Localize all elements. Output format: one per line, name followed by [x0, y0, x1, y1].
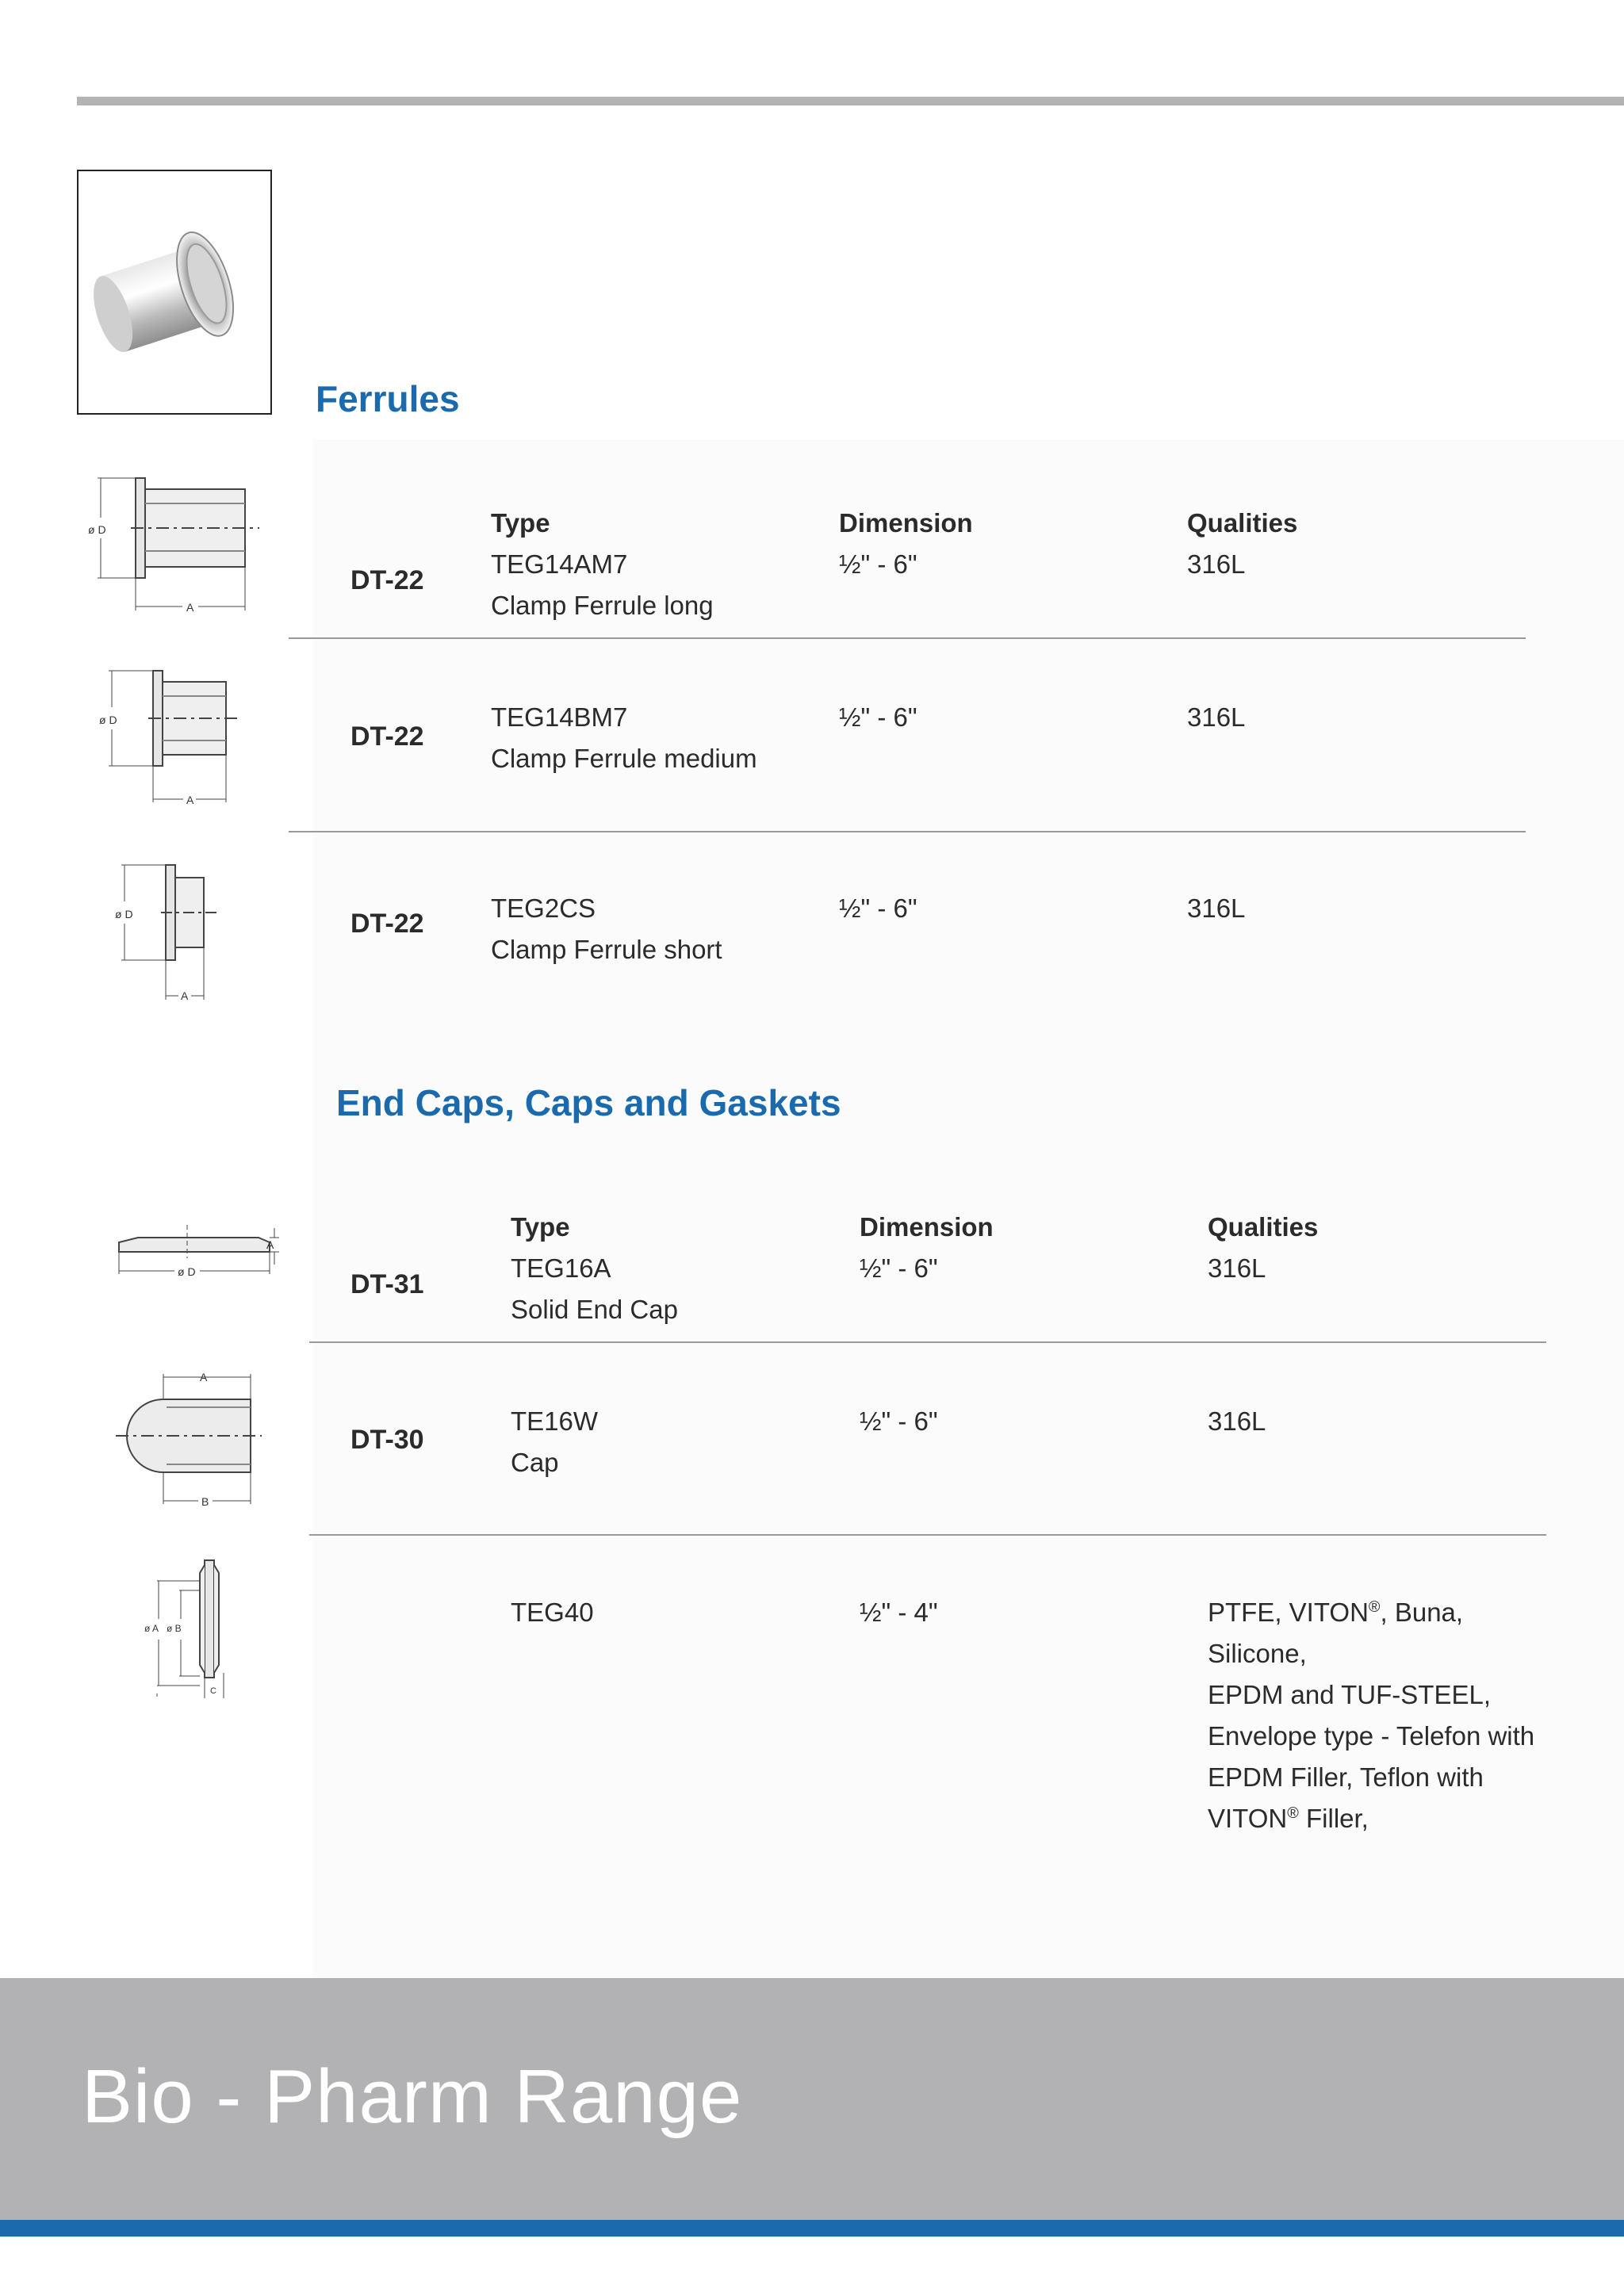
row-type-desc: Clamp Ferrule short	[491, 935, 722, 964]
dimension-label-od: ø D	[99, 714, 117, 726]
row-divider	[309, 1341, 1546, 1343]
section-title-end-caps: End Caps, Caps and Gaskets	[336, 1082, 841, 1123]
row-type-code: TEG14AM7	[491, 549, 628, 579]
row-dimension: ½" - 6"	[839, 894, 917, 923]
dimension-label-a: A	[266, 1238, 274, 1251]
row-dimension: ½" - 6"	[839, 549, 917, 579]
ferrule-photo	[79, 171, 270, 413]
row-type-desc: Clamp Ferrule long	[491, 591, 714, 620]
row-dimension: ½" - 6"	[839, 702, 917, 732]
dimension-label-od: ø D	[115, 908, 133, 920]
footer-accent-bar	[0, 2220, 1624, 2237]
row-divider	[289, 831, 1526, 832]
registered-mark: ®	[1368, 1598, 1381, 1617]
footer-title: Bio - Pharm Range	[82, 2054, 743, 2139]
row-code: DT-22	[350, 565, 424, 595]
dimension-label-oa: ø A	[144, 1623, 159, 1634]
ferrules-header-dimension: Dimension	[839, 508, 973, 538]
qualities-line: PTFE, VITON®, Buna, Silicone,	[1208, 1598, 1464, 1668]
row-qualities: 316L	[1187, 702, 1246, 732]
row-dimension: ½" - 4"	[860, 1598, 938, 1627]
qualities-line: EPDM Filler, Teflon with	[1208, 1762, 1484, 1792]
row-type-desc: Solid End Cap	[511, 1295, 678, 1324]
end-caps-header-dimension: Dimension	[860, 1212, 994, 1242]
row-type-code: TE16W	[511, 1406, 599, 1436]
qualities-line: EPDM and TUF-STEEL,	[1208, 1680, 1491, 1709]
dimension-label-a: A	[186, 601, 194, 614]
end-caps-header-type: Type	[511, 1212, 570, 1242]
row-divider	[309, 1534, 1546, 1536]
row-type-desc: Cap	[511, 1448, 559, 1477]
section-title-ferrules: Ferrules	[316, 378, 460, 419]
row-qualities: 316L	[1208, 1253, 1266, 1283]
row-code: DT-31	[350, 1269, 424, 1299]
dimension-label-a: A	[200, 1371, 208, 1383]
row-code: DT-30	[350, 1425, 424, 1455]
row-qualities	[1208, 1592, 1557, 1839]
row-qualities: 316L	[1187, 549, 1246, 579]
product-photo-frame	[77, 170, 272, 415]
row-type-code: TEG14BM7	[491, 702, 628, 732]
ferrules-header-type: Type	[491, 508, 550, 538]
dimension-label-od: ø D	[88, 523, 106, 536]
dimension-label-a: A	[186, 794, 194, 806]
dimension-label-ob: ø B	[167, 1623, 182, 1634]
dimension-label-c: C	[210, 1686, 216, 1696]
qualities-line: VITON® Filler,	[1208, 1804, 1369, 1833]
row-qualities: 316L	[1208, 1406, 1266, 1436]
drawing-clamp-ferrule-short	[83, 860, 274, 1007]
drawing-clamp-ferrule-medium	[83, 666, 274, 813]
row-dimension: ½" - 6"	[860, 1406, 938, 1436]
drawing-gasket	[135, 1554, 262, 1701]
registered-mark: ®	[1287, 1804, 1299, 1823]
top-rule	[77, 97, 1624, 105]
ferrules-header-qualities: Qualities	[1187, 508, 1298, 538]
row-type-code: TEG2CS	[491, 894, 596, 923]
row-code: DT-22	[350, 909, 424, 939]
drawing-cap	[111, 1368, 285, 1510]
qualities-line: Envelope type - Telefon with	[1208, 1721, 1535, 1751]
row-qualities: 316L	[1187, 894, 1246, 923]
dimension-label-b: B	[201, 1495, 209, 1508]
row-type-code: TEG16A	[511, 1253, 611, 1283]
row-type-desc: Clamp Ferrule medium	[491, 744, 757, 773]
row-dimension: ½" - 6"	[860, 1253, 938, 1283]
row-code: DT-22	[350, 721, 424, 752]
dimension-label-od: ø D	[178, 1265, 196, 1278]
dimension-label-a: A	[181, 989, 189, 1002]
row-type-code: TEG40	[511, 1598, 594, 1627]
drawing-clamp-ferrule-long	[83, 472, 274, 618]
row-divider	[289, 637, 1526, 639]
end-caps-header-qualities: Qualities	[1208, 1212, 1319, 1242]
drawing-solid-end-cap	[111, 1217, 285, 1288]
